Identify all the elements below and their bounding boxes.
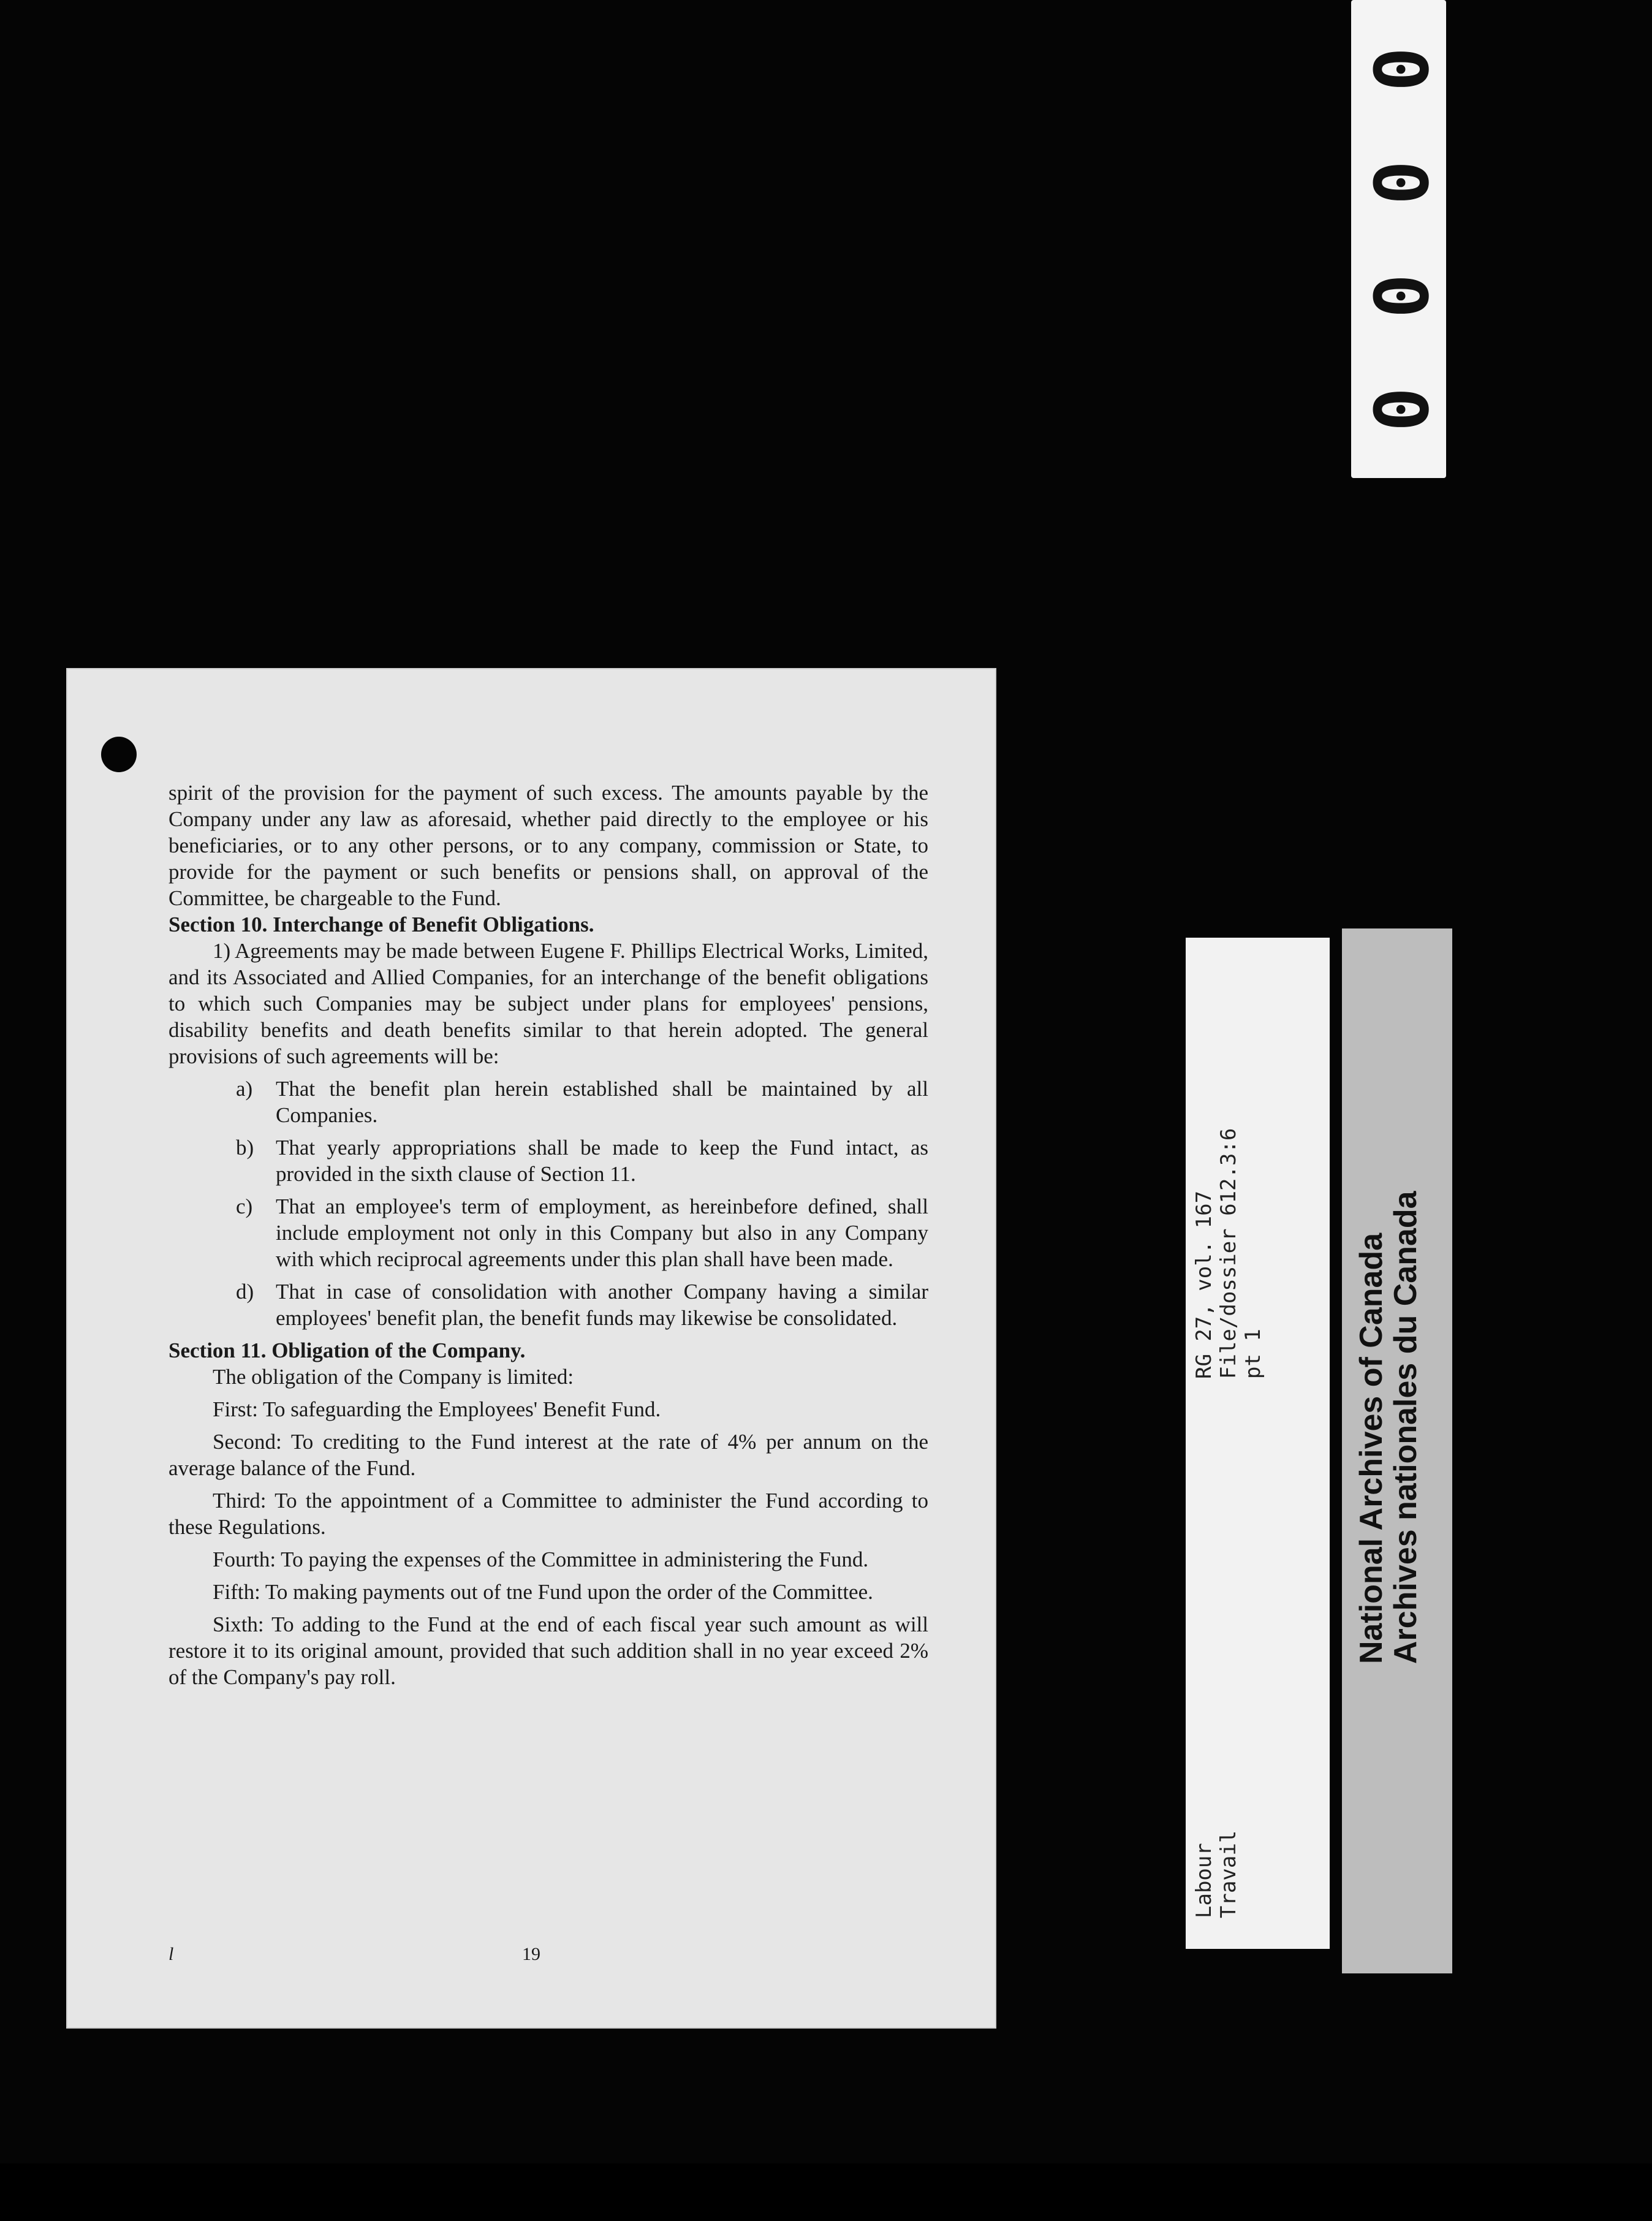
list-item-text: That an employee's term of employment, as hereinbefore defined, shall include employment not only in this Company but also in any Company with which reciprocal agreements under this plan shall have been made. <box>276 1194 928 1271</box>
film-edge <box>0 2163 1652 2221</box>
section-11-heading: Section 11. Obligation of the Company. <box>169 1338 526 1362</box>
slip-reference-line: File/dossier 612.3:6 <box>1216 1128 1241 1379</box>
list-item <box>169 1193 928 1272</box>
slip-reference-line: pt 1 <box>1241 1329 1265 1379</box>
archive-reference-slip <box>1186 938 1330 1949</box>
stamp-line: Archives nationales du Canada <box>1388 1191 1423 1664</box>
list-item-text: That the benefit plan herein established shall be maintained by all Companies. <box>276 1077 928 1127</box>
frame-digit: 0 <box>1356 47 1442 91</box>
section-11-paragraph: Second: To crediting to the Fund interest at the rate of 4% per annum on the average balance of the Fund. <box>169 1430 928 1480</box>
document-page <box>66 668 996 2029</box>
list-item-mark: a) <box>236 1077 253 1101</box>
stamp-line: National Archives of Canada <box>1354 1232 1389 1664</box>
frame-digit: 0 <box>1356 160 1442 205</box>
frame-digit: 0 <box>1356 273 1442 318</box>
section-10-heading: Section 10. Interchange of Benefit Obligations. <box>169 913 594 936</box>
punch-hole <box>101 737 137 772</box>
slip-department-line: Travail <box>1216 1830 1241 1918</box>
section-11-paragraph: The obligation of the Company is limited: <box>213 1365 574 1389</box>
section-11-paragraph: First: To safeguarding the Employees' Benefit Fund. <box>213 1397 661 1421</box>
list-item-mark: d) <box>236 1280 254 1304</box>
section-10-list <box>169 1076 928 1331</box>
list-item <box>169 1278 928 1331</box>
section-11-paragraph: Fifth: To making payments out of tne Fund upon the order of the Committee. <box>213 1580 873 1604</box>
list-item <box>169 1076 928 1128</box>
slip-department-line: Labour <box>1192 1843 1216 1918</box>
list-item-mark: b) <box>236 1136 254 1160</box>
intro-paragraph: spirit of the provision for the payment of such excess. The amounts payable by the Company under any law as aforesaid, whether paid directly to the employee or his beneficiaries, or to any other persons, or to any company, commission or State, to provide for the payment or such benefits or pensions shall, on approval of the Committee, be chargeable to the Fund. <box>169 781 928 910</box>
frame-digit: 0 <box>1356 387 1442 431</box>
list-item-text: That yearly appropriations shall be made to keep the Fund intact, as provided in the sixth clause of Section 11. <box>276 1136 928 1186</box>
archive-stamp <box>1342 928 1452 1973</box>
page-number: 19 <box>522 1944 540 1964</box>
list-item-text: That in case of consolidation with another Company having a similar employees' benefit plan, the benefit funds may likewise be consolidated. <box>276 1280 928 1330</box>
section-11-paragraph: Third: To the appointment of a Committee to administer the Fund according to these Regulations. <box>169 1489 928 1539</box>
section-10-paragraph: 1) Agreements may be made between Eugene F. Phillips Electrical Works, Limited, and its Associated and Allied Companies, for an interchange of the benefit obligations to which such Companies may be subject under plans for employees' pensions, disability benefits and death benefits similar to that herein adopted. The general provisions of such agreements will be: <box>169 939 928 1068</box>
frame-counter <box>1351 0 1446 478</box>
folio-mark: l <box>169 1944 174 1964</box>
section-11-paragraph: Sixth: To adding to the Fund at the end of each fiscal year such amount as will restore it to its original amount, provided that such addition shall in no year exceed 2% of the Company's pay roll. <box>169 1612 928 1689</box>
page-content <box>169 780 928 1696</box>
section-11-paragraph: Fourth: To paying the expenses of the Committee in administering the Fund. <box>213 1547 869 1571</box>
slip-reference-line: RG 27, vol. 167 <box>1192 1190 1216 1379</box>
list-item-mark: c) <box>236 1194 253 1218</box>
list-item <box>169 1134 928 1187</box>
